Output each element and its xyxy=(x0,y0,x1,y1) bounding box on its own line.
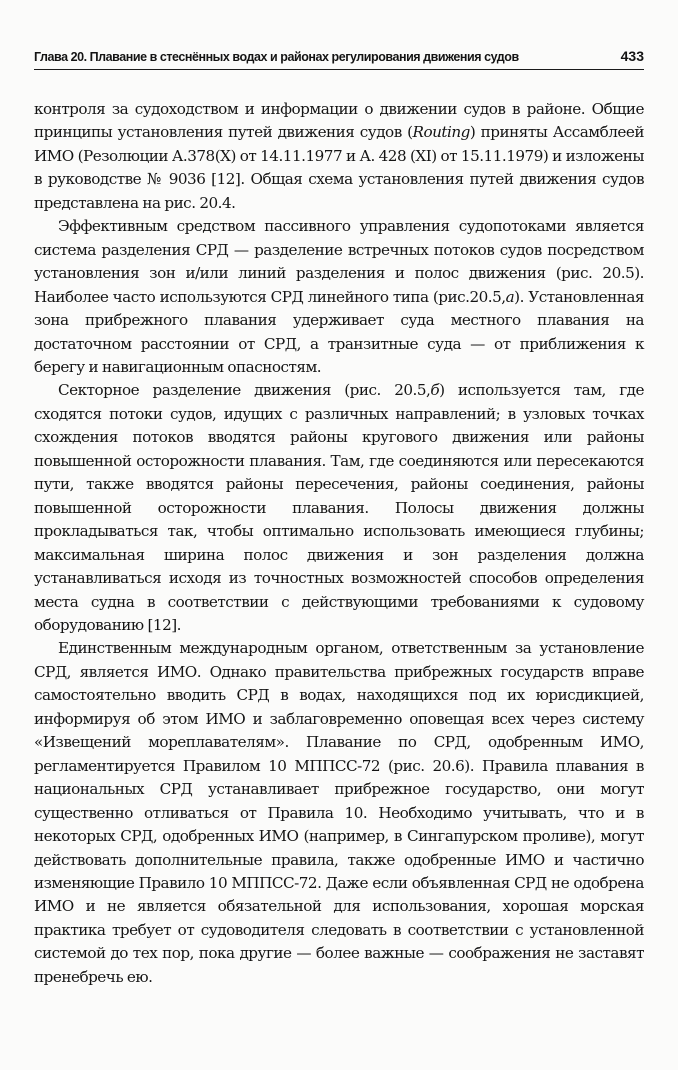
paragraph-text: контроля за судоходством и информации о движении судов в районе. Общие принципы установления путей движения судов ( xyxy=(34,100,644,142)
body-text xyxy=(34,98,644,989)
running-title: Глава 20. Плавание в стеснённых водах и районах регулирования движения судов xyxy=(34,50,519,64)
paragraph-text: ) используется там, где сходятся потоки судов, идущих с различных направлений; в узловых точках схождения потоков вводятся районы кругового движения или районы повышенной осторожности плавания. Там, где соединяются или пересекаются пути, также вводятся районы пересечения, районы соединения, районы повышенной осторожности плавания. Полосы движения должны прокладываться так, чтобы оптимально использовать имеющиеся глубины; максимальная ширина полос движения и зон разделения должна устанавливаться исходя из точностных возможностей способов определения места судна в соответствии с действующими требованиями к судовому оборудованию [12]. xyxy=(34,381,644,634)
inline-italic-text: Routing xyxy=(412,123,470,142)
paragraph-text: Секторное разделение движения (рис. 20.5, xyxy=(58,381,431,400)
paragraph xyxy=(34,637,644,989)
inline-italic-text: б xyxy=(430,381,440,400)
paragraph xyxy=(34,379,644,637)
paragraph xyxy=(34,215,644,379)
paragraph-text: Эффективным средством пассивного управления судопотоками является система разделения СРД — разделение встречных потоков судов посредством установления зон и/или линий разделения и полос движения (рис. 20.5). Наиболее часто используются СРД линейного типа (рис.20.5, xyxy=(34,217,644,306)
page-number: 433 xyxy=(620,48,644,64)
inline-italic-text: а xyxy=(505,287,515,306)
running-header xyxy=(34,49,644,70)
paragraph-text: Единственным международным органом, ответственным за установление СРД, является ИМО. Однако правительства прибрежных государств вправе самостоятельно вводить СРД в водах, находящихся под их юрисдикцией, информируя об этом ИМО и заблаговременно оповещая всех через систему «Извещений мореплавателям». Плавание по СРД, одобренным ИМО, регламентируется Правилом 10 МППСС-72 (рис. 20.6). Правила плавания в национальных СРД устанавливает прибрежное государство, они могут существенно отливаться от Правила 10. Необходимо учитывать, что и в некоторых СРД, одобренных ИМО (например, в Сингапурском проливе), могут действовать дополнительные правила, также одобренные ИМО и частично изменяющие Правило 10 МППСС-72. Даже если объявленная СРД не одобрена ИМО и не является обязательной для использования, хорошая морская практика требует от судоводителя следовать в соответствии с установленной системой до тех пор, пока другие — более важные — соображения не заставят пренебречь ею. xyxy=(34,639,644,986)
paragraph-text: ) приняты Ассамблеей ИМО (Резолюции А.378(Х) от 14.11.1977 и А. 428 (XI) от 15.11.1979) и изложены в руководстве № 9036 [12]. Общая схема установления путей движения судов представлена на рис. 20.4. xyxy=(34,123,644,212)
paragraph-text: ). Установленная зона прибрежного плавания удерживает суда местного плавания на достаточном расстоянии от СРД, а транзитные суда — от приближения к берегу и навигационным опасностям. xyxy=(34,287,644,376)
paragraph xyxy=(34,98,644,215)
